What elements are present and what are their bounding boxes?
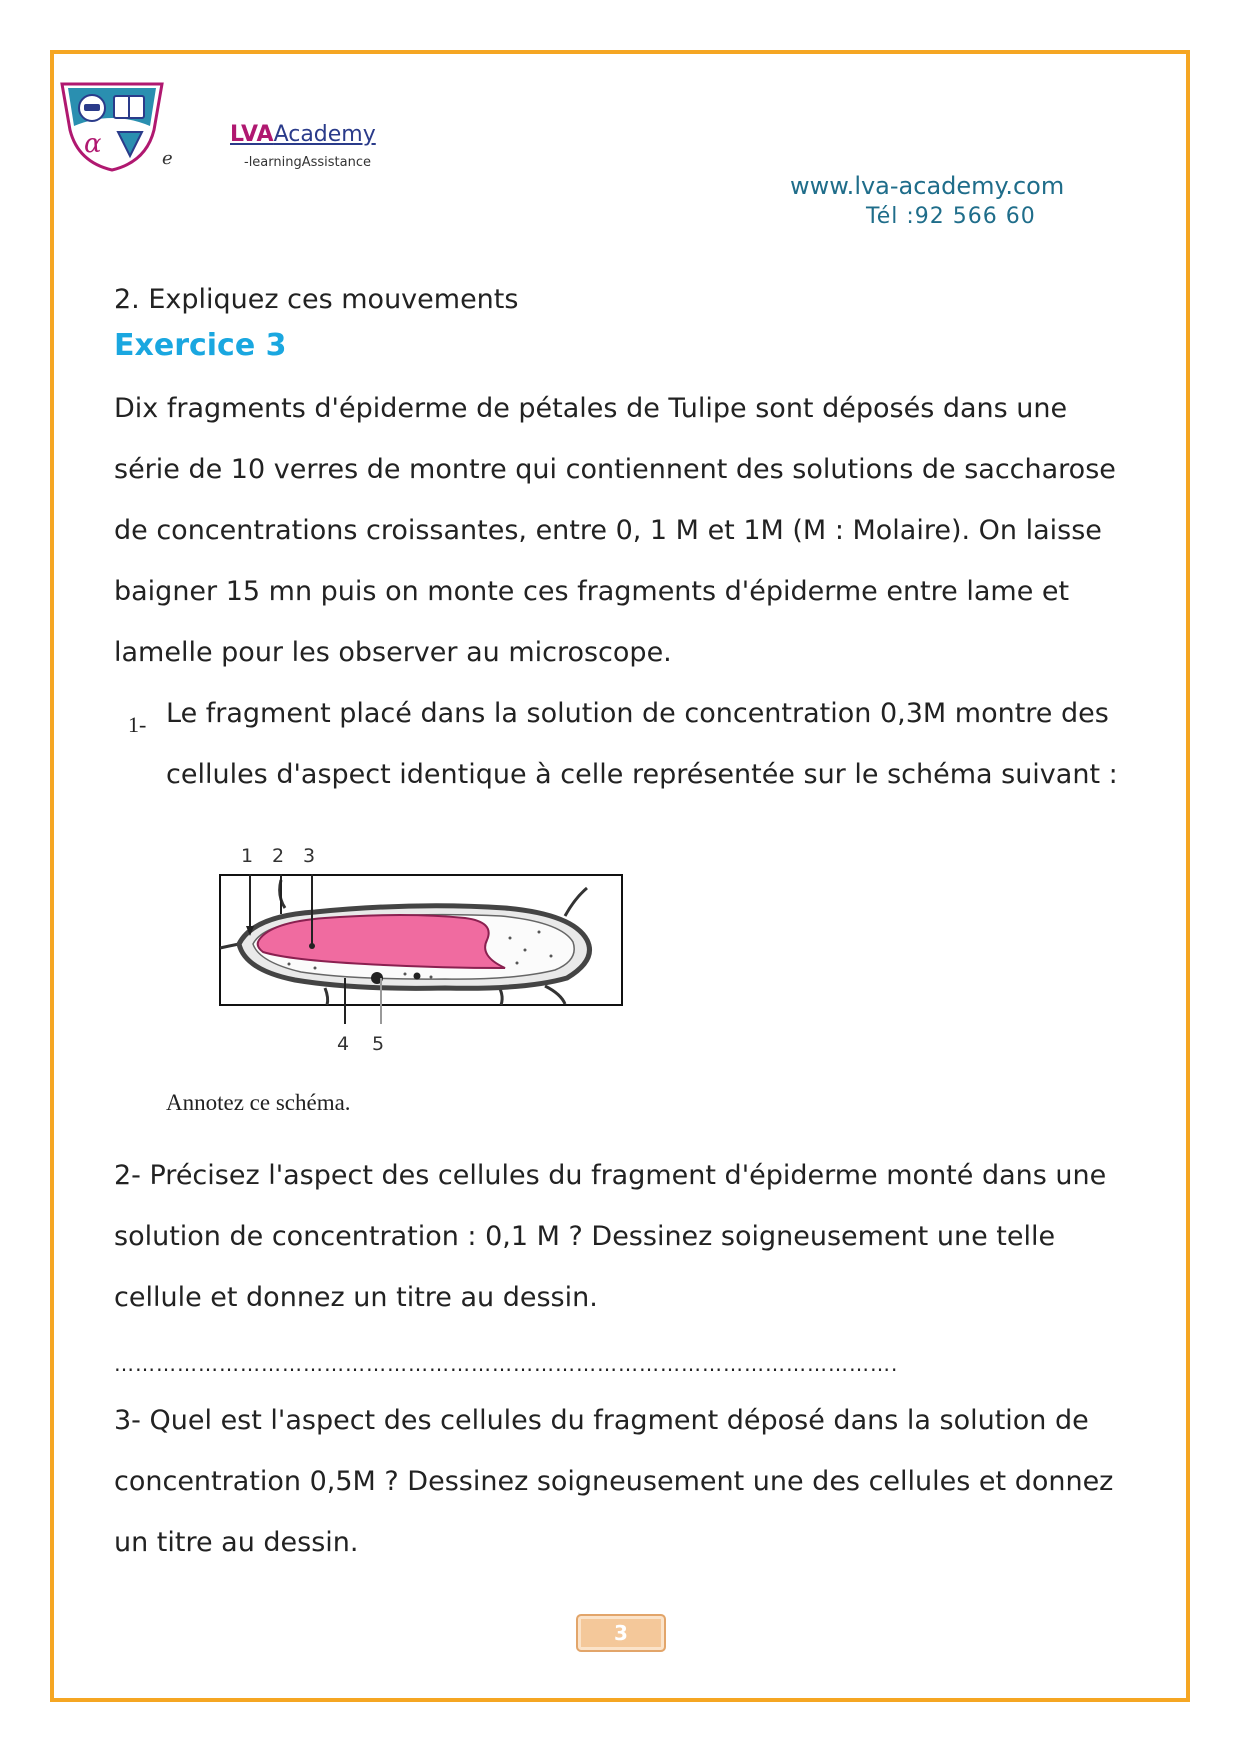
academy-logo (58, 80, 166, 172)
question-2-line: solution de concentration : 0,1 M ? Dessinez soigneusement une telle (114, 1221, 1056, 1252)
question-3-line: concentration 0,5M ? Dessinez soigneusement une des cellules et donnez (114, 1466, 1114, 1497)
label-2: 2 (272, 845, 285, 867)
svg-text:α: α (84, 129, 102, 159)
phone-number: Tél :92 566 60 (866, 204, 1036, 229)
label-1: 1 (241, 845, 254, 867)
question-2-line: 2- Précisez l'aspect des cellules du fragment d'épiderme monté dans une (114, 1160, 1107, 1191)
intro-line: de concentrations croissantes, entre 0, 1 M et 1M (M : Molaire). On laisse (114, 515, 1102, 546)
logo-e-letter: e (162, 148, 173, 169)
intro-line: série de 10 verres de montre qui contiennent des solutions de saccharose (114, 454, 1116, 485)
label-5: 5 (372, 1033, 385, 1055)
website-link[interactable]: www.lva-academy.com (790, 172, 1065, 200)
answer-dotted-line[interactable]: …………………………………………………………………………………………………. (114, 1352, 899, 1376)
brand-subtitle: -learningAssistance (244, 155, 371, 170)
brand-lva: LVA (230, 122, 274, 147)
exercise-title: Exercice 3 (114, 328, 287, 363)
question-2-line: cellule et donnez un titre au dessin. (114, 1282, 598, 1313)
plant-cell-diagram (205, 828, 635, 1068)
question-3-line: un titre au dessin. (114, 1527, 359, 1558)
question-1-line: cellules d'aspect identique à celle représentée sur le schéma suivant : (166, 759, 1118, 790)
label-4: 4 (337, 1033, 350, 1055)
intro-line: lamelle pour les observer au microscope. (114, 637, 672, 668)
intro-line: baigner 15 mn puis on monte ces fragments d'épiderme entre lame et (114, 576, 1070, 607)
intro-line: Dix fragments d'épiderme de pétales de Tulipe sont déposés dans une (114, 393, 1068, 424)
page-number: 3 (576, 1614, 666, 1652)
question-1-line: Le fragment placé dans la solution de concentration 0,3M montre des (166, 698, 1109, 729)
diagram-caption: Annotez ce schéma. (166, 1090, 351, 1115)
question-3-line: 3- Quel est l'aspect des cellules du fragment déposé dans la solution de (114, 1405, 1089, 1436)
label-3: 3 (303, 845, 316, 867)
previous-question: 2. Expliquez ces mouvements (114, 284, 519, 315)
question-1-number: 1- (128, 712, 147, 737)
brand-name[interactable] (230, 122, 376, 147)
brand-academy: Academy (273, 122, 376, 147)
